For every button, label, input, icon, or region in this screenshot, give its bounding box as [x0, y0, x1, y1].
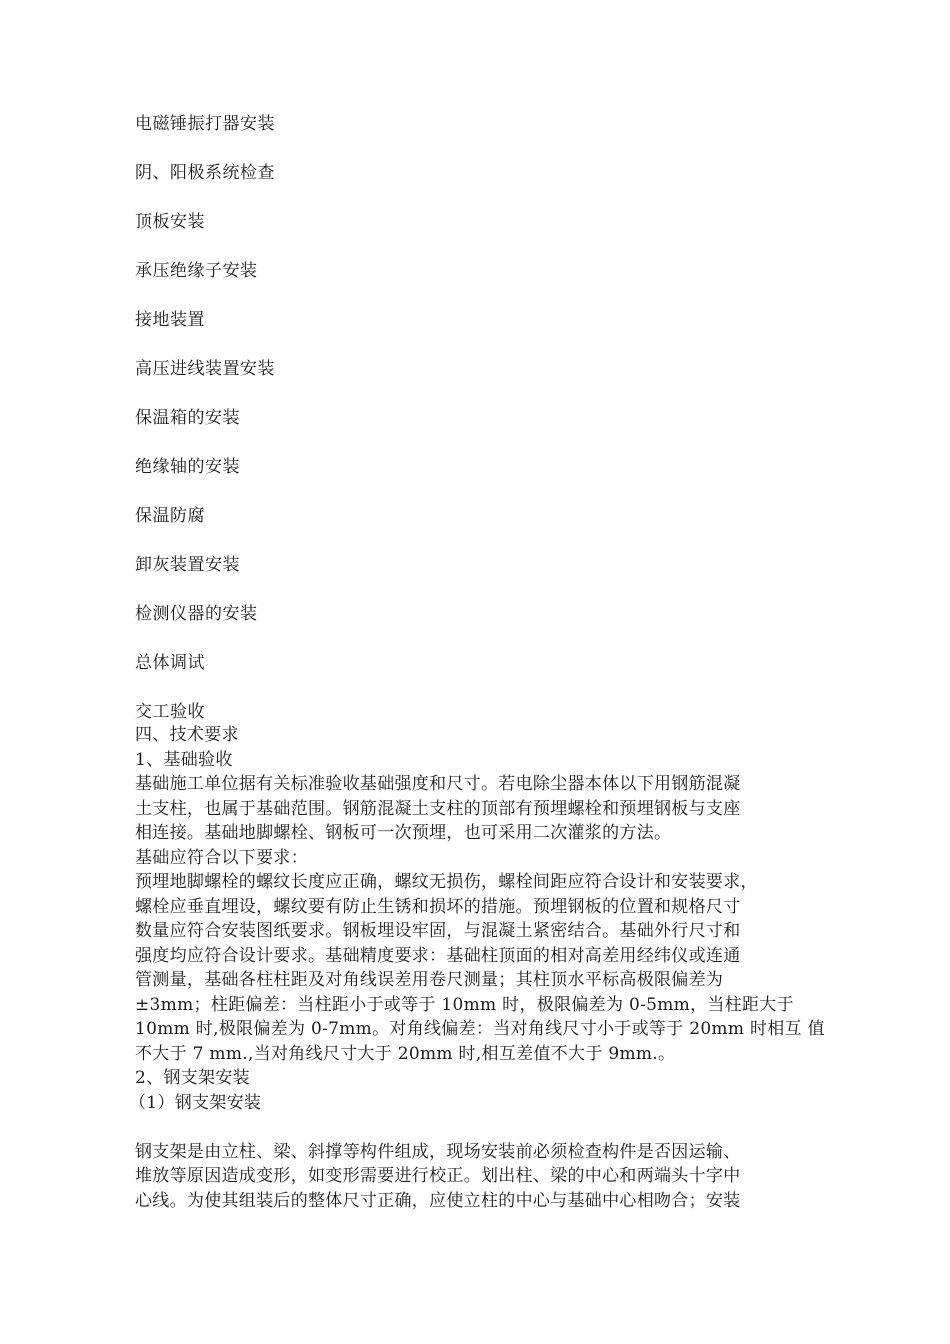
paragraph-line: 数量应符合安装图纸要求。钢板埋设牢固，与混凝土紧密结合。基础外行尺寸和	[135, 921, 741, 941]
list-item: 接地装置	[135, 310, 205, 330]
paragraph-line: 基础施工单位据有关标准验收基础强度和尺寸。若电除尘器本体以下用钢筋混凝	[135, 774, 741, 794]
list-item: 绝缘轴的安装	[135, 457, 240, 477]
list-item: 卸灰装置安装	[135, 555, 240, 575]
blank-line	[135, 1115, 835, 1140]
section-heading: 四、技术要求	[135, 725, 239, 745]
paragraph-line: 10mm 时,极限偏差为 0-7mm。对角线偏差：当对角线尺寸小于或等于 20mm 时相互 值	[135, 1019, 825, 1039]
list-item: 交工验收	[135, 702, 205, 722]
list-item: 总体调试	[135, 653, 205, 673]
paragraph-heading: 基础应符合以下要求：	[135, 847, 308, 868]
paragraph-line: 堆放等原因造成变形，如变形需要进行校正。划出柱、梁的中心和两端头十字中	[135, 1166, 741, 1186]
paragraph-line: 心线。为使其组装后的整体尺寸正确，应使立柱的中心与基础中心相吻合；安装	[135, 1190, 741, 1211]
paragraph-line: 预埋地脚螺栓的螺纹长度应正确，螺纹无损伤，螺栓间距应符合设计和安装要求，	[135, 872, 758, 892]
list-item: 高压进线装置安装	[135, 359, 275, 379]
paragraph-line: 螺栓应垂直埋设，螺纹要有防止生锈和损坏的措施。预埋钢板的位置和规格尺寸	[135, 896, 741, 917]
subsection-heading: 2、钢支架安装	[135, 1068, 250, 1088]
list-item: 检测仪器的安装	[135, 604, 258, 624]
technical-requirements-section	[129, 723, 835, 1213]
subsection-heading: （1）钢支架安装	[129, 1092, 262, 1113]
paragraph-line: 相连接。基础地脚螺栓、钢板可一次预埋，也可采用二次灌浆的方法。	[135, 823, 672, 843]
subsection-heading: 1、基础验收	[135, 749, 233, 770]
list-item: 顶板安装	[135, 212, 205, 232]
paragraph-line: 土支柱，也属于基础范围。钢筋混凝土支柱的顶部有预埋螺栓和预埋钢板与支座	[135, 798, 741, 819]
paragraph-line: 不大于 7 mm.,当对角线尺寸大于 20mm 时,相互差值不大于 9mm.。	[135, 1043, 676, 1064]
list-item: 承压绝缘子安装	[135, 261, 258, 281]
paragraph-line: 钢支架是由立柱、梁、斜撑等构件组成，现场安装前必须检查构件是否因运输、	[135, 1141, 741, 1162]
paragraph-line: 管测量，基础各柱柱距及对角线误差用卷尺测量；其柱顶水平标高极限偏差为	[135, 970, 724, 990]
paragraph-line: ±3mm；柱距偏差：当柱距小于或等于 10mm 时，极限偏差为 0-5mm，当柱距大于	[135, 994, 794, 1015]
list-item: 保温箱的安装	[135, 408, 240, 428]
list-item: 阴、阳极系统检查	[135, 163, 275, 183]
paragraph-line: 强度均应符合设计要求。基础精度要求：基础柱顶面的相对高差用经纬仪或连通	[135, 945, 741, 966]
list-item: 电磁锤振打器安装	[135, 114, 275, 134]
list-item: 保温防腐	[135, 506, 205, 526]
